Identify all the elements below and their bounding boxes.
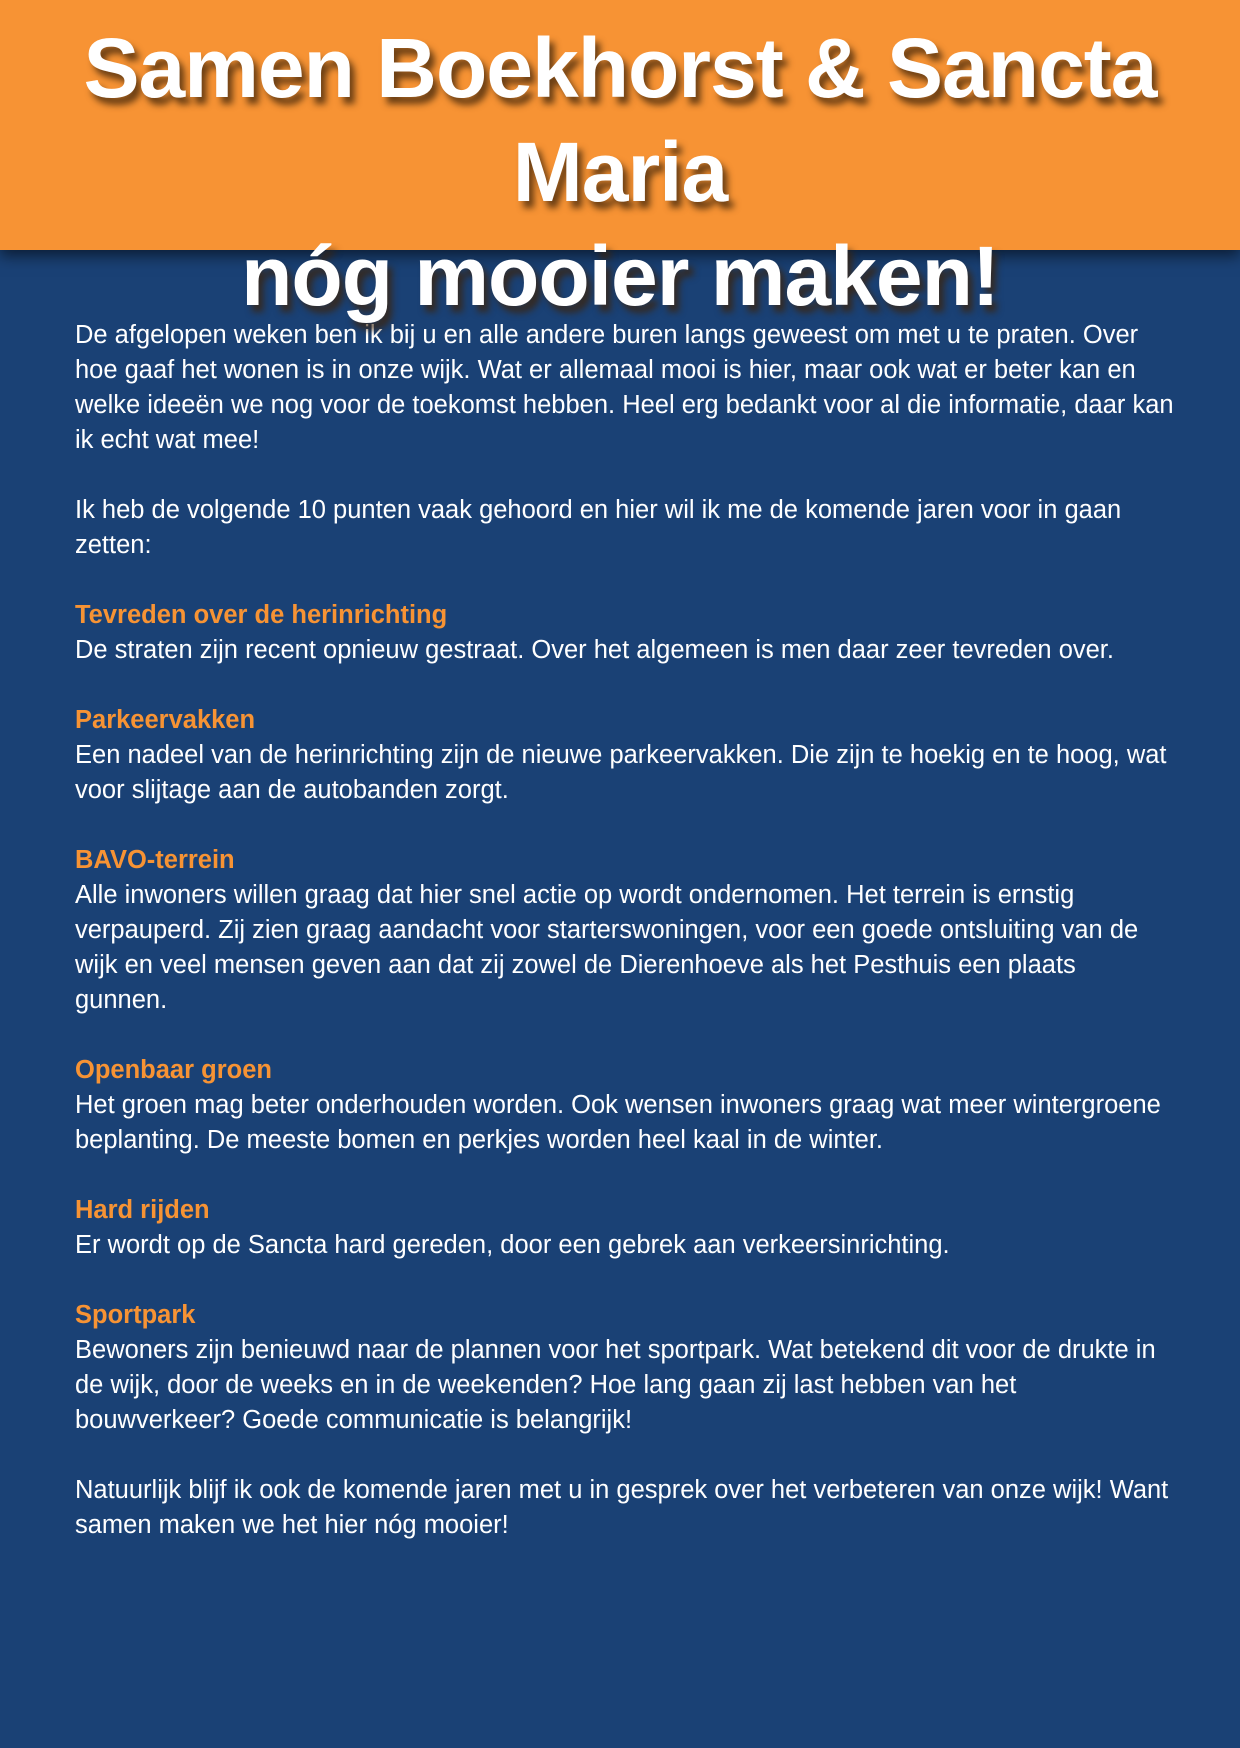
intro-paragraph-1: De afgelopen weken ben ik bij u en alle andere buren langs geweest om met u te praten. Over hoe gaaf het wonen is in onze wijk. Wat er allemaal mooi is hier, maar ook wat er beter kan en welke ideeën we nog voor de toekomst hebben. Heel erg bedankt voor al die informatie, daar kan ik echt wat mee! — [75, 321, 1174, 454]
section-text: Een nadeel van de herinrichting zijn de nieuwe parkeervakken. Die zijn te hoekig en te hoog, wat voor slijtage aan de autobanden zorgt. — [75, 741, 1167, 804]
header-banner — [0, 0, 1240, 323]
section-text: Alle inwoners willen graag dat hier snel actie op wordt ondernomen. Het terrein is ernstig verpauperd. Zij zien graag aandacht voor starterswoningen, voor een goede ontsluiting van de wijk en veel mensen geven aan dat zij zowel de Dierenhoeve als het Pesthuis een plaats gunnen. — [75, 881, 1139, 1014]
section-title: Sportpark — [75, 1301, 196, 1329]
page-title — [0, 0, 1240, 328]
section-title: BAVO-terrein — [75, 846, 235, 874]
section-sportpark — [75, 1298, 1175, 1438]
section-bavo-terrein — [75, 843, 1175, 1018]
section-title: Hard rijden — [75, 1196, 210, 1224]
closing-paragraph: Natuurlijk blijf ik ook de komende jaren met u in gesprek over het verbeteren van onze wijk! Want samen maken we het hier nóg mooier! — [75, 1476, 1169, 1539]
section-openbaar-groen — [75, 1053, 1175, 1158]
article-body — [75, 318, 1175, 1543]
section-text: Het groen mag beter onderhouden worden. Ook wensen inwoners graag wat meer wintergroene beplanting. De meeste bomen en perkjes worden heel kaal in de winter. — [75, 1091, 1161, 1154]
section-hard-rijden — [75, 1193, 1175, 1263]
section-title: Openbaar groen — [75, 1056, 272, 1084]
section-text: Er wordt op de Sancta hard gereden, door een gebrek aan verkeersinrichting. — [75, 1231, 950, 1259]
section-text: Bewoners zijn benieuwd naar de plannen voor het sportpark. Wat betekend dit voor de drukte in de wijk, door de weeks en in de weekenden? Hoe lang gaan zij last hebben van het bouwverkeer? Goede communicatie is belangrijk! — [75, 1336, 1156, 1434]
page-title-line-1: Samen Boekhorst & Sancta Maria — [83, 21, 1157, 219]
section-title: Parkeervakken — [75, 706, 256, 734]
intro-paragraph-2: Ik heb de volgende 10 punten vaak gehoord en hier wil ik me de komende jaren voor in gaan zetten: — [75, 496, 1122, 559]
section-parkeervakken — [75, 703, 1175, 808]
section-title: Tevreden over de herinrichting — [75, 601, 448, 629]
section-text: De straten zijn recent opnieuw gestraat. Over het algemeen is men daar zeer tevreden over. — [75, 636, 1114, 664]
section-herinrichting — [75, 598, 1175, 668]
page-title-line-2: nóg mooier maken! — [241, 229, 999, 323]
